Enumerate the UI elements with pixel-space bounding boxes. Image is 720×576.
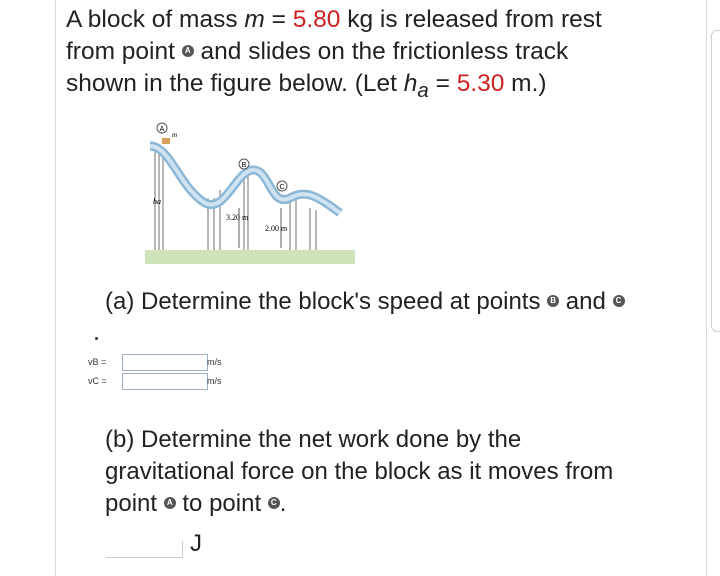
svg-text:A: A — [159, 126, 165, 133]
block — [162, 138, 170, 144]
work-unit: J — [190, 530, 202, 557]
svg-text:3.20 m: 3.20 m — [226, 213, 249, 222]
track-figure — [140, 118, 360, 268]
vc-unit: m/s — [207, 376, 222, 386]
svg-text:2.00 m: 2.00 m — [265, 224, 288, 233]
question-a: (a) Determine the block's speed at points B and C — [105, 286, 705, 318]
problem-statement: A block of mass m = 5.80 kg is released from rest from point A and slides on the frictionless track shown in the figure below. (Let $h_a = 5.30$ m.) — [66, 6, 602, 102]
work-input[interactable] — [106, 541, 183, 558]
vb-input[interactable] — [122, 354, 208, 371]
ground — [145, 250, 355, 264]
bullet — [95, 337, 98, 340]
vc-row: vC = — [88, 376, 107, 386]
mass-value: 5.80 — [292, 6, 341, 33]
vc-input[interactable] — [122, 373, 208, 390]
point-a-icon: A — [164, 497, 176, 509]
question-b: (b) Determine the net work done by the gravitational force on the block as it moves from point A to point C . — [105, 426, 614, 517]
point-b-icon: B — [547, 295, 559, 307]
track — [150, 146, 340, 213]
side-tab[interactable] — [711, 30, 720, 332]
svg-text:ha: ha — [153, 197, 161, 206]
svg-text:B: B — [241, 162, 247, 169]
point-a-icon: A — [182, 45, 194, 57]
svg-text:m: m — [172, 131, 178, 139]
svg-text:C: C — [279, 184, 285, 191]
height-value: 5.30 — [456, 70, 505, 97]
vb-unit: m/s — [207, 357, 222, 367]
point-c-icon: C — [613, 295, 625, 307]
point-c-icon: C — [268, 497, 280, 509]
vb-row: vB = — [88, 357, 107, 367]
